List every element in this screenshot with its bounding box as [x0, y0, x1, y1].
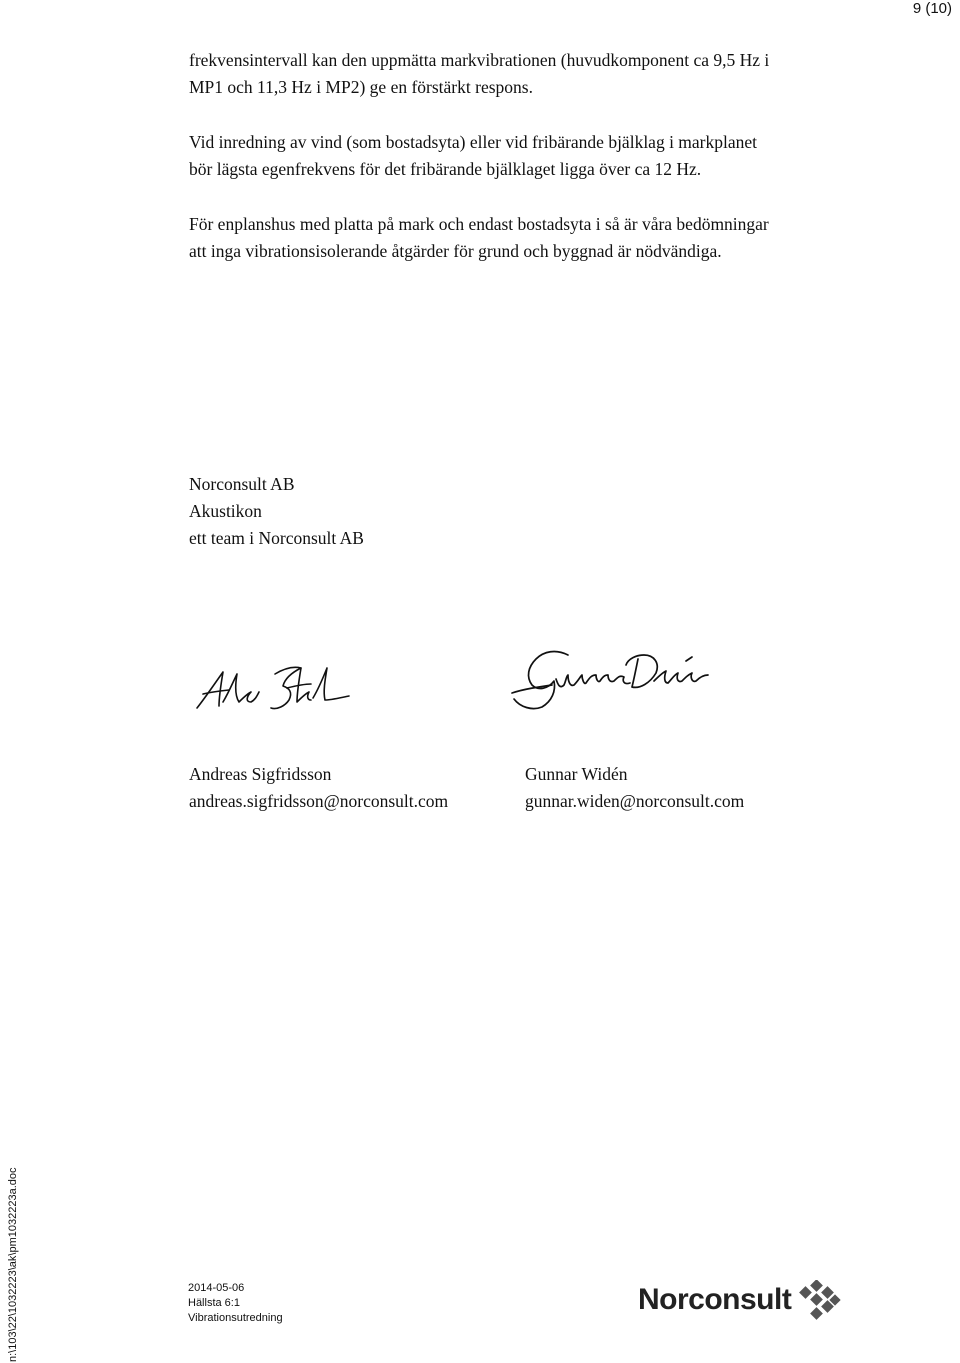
footer-doc-type: Vibrationsutredning [188, 1312, 283, 1324]
paragraph-line: MP1 och 11,3 Hz i MP2) ge en förstärkt respons. [189, 77, 533, 97]
paragraph-line: frekvensintervall kan den uppmätta markvibrationen (huvudkomponent ca 9,5 Hz i [189, 50, 770, 70]
paragraph-line: Vid inredning av vind (som bostadsyta) eller vid fribärande bjälklag i markplanet [189, 132, 758, 152]
paragraph-line: bör lägsta egenfrekvens för det fribärande bjälklaget ligga över ca 12 Hz. [189, 159, 702, 179]
page-number: 9 (10) [912, 0, 952, 17]
signer-block [189, 761, 448, 815]
signer-block [525, 761, 744, 815]
signer-email: gunnar.widen@norconsult.com [525, 791, 745, 811]
paragraph-line: att inga vibrationsisolerande åtgärder för grund och byggnad är nödvändiga. [189, 241, 722, 261]
paragraph-line: För enplanshus med platta på mark och endast bostadsyta i så är våra bedömningar [189, 214, 769, 234]
norconsult-diamond-icon [797, 1280, 843, 1320]
company-department: Akustikon [189, 501, 262, 521]
body-paragraph [189, 47, 889, 101]
footer-property: Hällsta 6:1 [188, 1297, 240, 1309]
body-paragraph [189, 129, 889, 183]
signer-name: Andreas Sigfridsson [189, 764, 332, 784]
signer-email: andreas.sigfridsson@norconsult.com [189, 791, 449, 811]
footer-meta [188, 1281, 283, 1326]
company-block [189, 471, 364, 552]
logo-text: Norconsult [638, 1283, 792, 1316]
signature-gunnar-widen [508, 645, 713, 715]
footer-date: 2014-05-06 [188, 1282, 245, 1294]
file-path: n:\103\22\1032223\ak\pm1032223a.doc [7, 1167, 19, 1362]
company-name: Norconsult AB [189, 474, 295, 494]
signature-andreas-sigfridsson [193, 658, 353, 718]
body-paragraph [189, 211, 889, 265]
norconsult-logo [638, 1280, 843, 1320]
signer-name: Gunnar Widén [525, 764, 628, 784]
company-team: ett team i Norconsult AB [189, 528, 364, 548]
